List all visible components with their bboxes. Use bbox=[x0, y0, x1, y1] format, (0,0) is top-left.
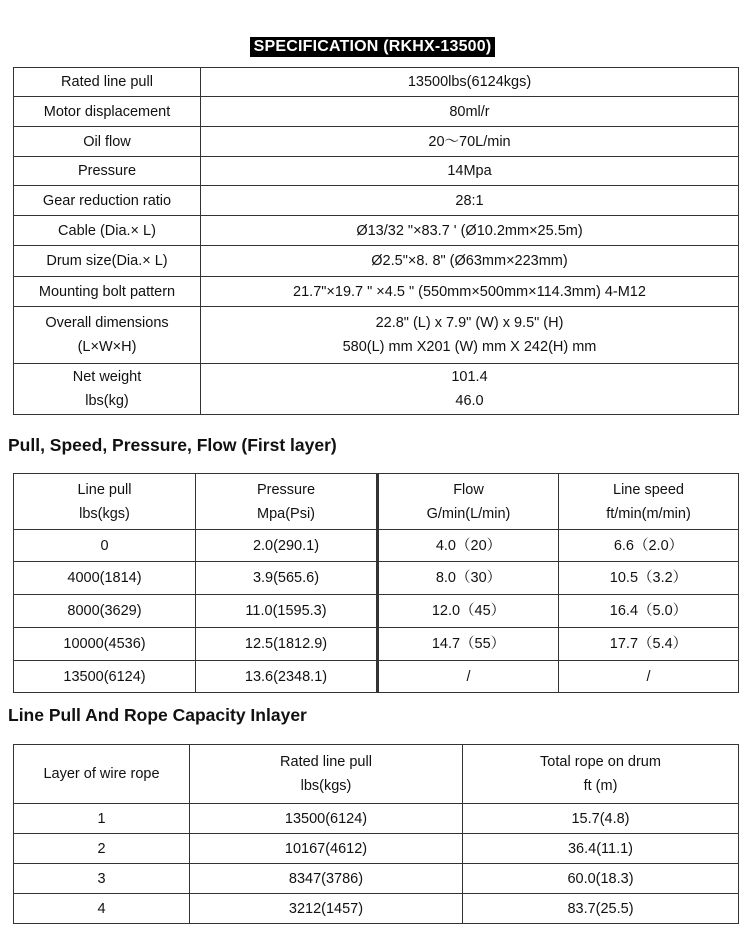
capacity-cell-text: 36.4(11.1) bbox=[567, 840, 634, 857]
table-row bbox=[14, 628, 739, 661]
performance-cell-text: 0 bbox=[100, 537, 109, 554]
performance-cell-text: 10000(4536) bbox=[63, 636, 146, 652]
performance-header-cell-text: Flow bbox=[453, 481, 484, 498]
performance-cell-text: 6.6（2.0） bbox=[613, 537, 684, 554]
table-row bbox=[14, 661, 739, 693]
performance-cell bbox=[196, 628, 378, 661]
performance-cell bbox=[196, 562, 378, 595]
capacity-heading: Line Pull And Rope Capacity Inlayer bbox=[8, 705, 307, 725]
spec-label bbox=[14, 157, 201, 186]
spec-row bbox=[14, 157, 739, 186]
performance-cell bbox=[559, 595, 739, 628]
spec-value bbox=[201, 216, 739, 246]
spec-label-text: Pressure bbox=[77, 163, 137, 179]
performance-cell bbox=[559, 661, 739, 693]
spec-label bbox=[14, 186, 201, 216]
spec-label-text: Gear reduction ratio bbox=[42, 192, 172, 209]
spec-label-text: Overall dimensions bbox=[45, 315, 169, 331]
performance-header-cell-text: lbs(kgs) bbox=[79, 505, 130, 522]
spec-value-text: Ø2.5"×8. 8" (Ø63mm×223mm) bbox=[371, 253, 568, 269]
capacity-header-cell bbox=[14, 745, 190, 804]
performance-cell-text: 4.0（20） bbox=[435, 537, 502, 554]
spec-label bbox=[14, 364, 201, 415]
spec-row bbox=[14, 307, 739, 364]
performance-cell bbox=[378, 661, 559, 693]
capacity-header-cell-text: Rated line pull bbox=[280, 754, 372, 770]
performance-cell bbox=[14, 661, 196, 693]
spec-label-text: Mounting bolt pattern bbox=[38, 283, 176, 300]
performance-cell bbox=[196, 595, 378, 628]
capacity-cell-text: 15.7(4.8) bbox=[571, 810, 630, 827]
capacity-cell bbox=[190, 864, 463, 894]
specification-table bbox=[13, 67, 739, 415]
performance-cell-text: 13.6(2348.1) bbox=[244, 668, 328, 685]
performance-cell-text: 11.0(1595.3) bbox=[245, 603, 327, 619]
performance-header-cell bbox=[378, 474, 559, 530]
performance-cell bbox=[14, 562, 196, 595]
performance-header-cell-text: Mpa(Psi) bbox=[256, 505, 315, 522]
spec-label bbox=[14, 97, 201, 127]
table-row bbox=[14, 562, 739, 595]
spec-value-text: 22.8" (L) x 7.9" (W) x 9.5" (H) bbox=[375, 315, 564, 331]
spec-row bbox=[14, 216, 739, 246]
spec-value bbox=[201, 127, 739, 157]
spec-row bbox=[14, 246, 739, 277]
spec-value bbox=[201, 68, 739, 97]
capacity-header-cell-text: Layer of wire rope bbox=[43, 766, 160, 782]
performance-cell-text: 17.7（5.4） bbox=[609, 636, 688, 652]
performance-heading: Pull, Speed, Pressure, Flow (First layer) bbox=[8, 435, 337, 455]
spec-row bbox=[14, 127, 739, 157]
page-title: SPECIFICATION (RKHX-13500) bbox=[250, 37, 496, 57]
spec-value bbox=[201, 277, 739, 307]
capacity-cell-text: 3 bbox=[97, 870, 106, 887]
capacity-header-cell bbox=[463, 745, 739, 804]
performance-cell-text: 2.0(290.1) bbox=[252, 537, 320, 554]
performance-cell-text: 12.0（45） bbox=[431, 603, 506, 619]
performance-cell bbox=[14, 595, 196, 628]
performance-cell-text: 12.5(1812.9) bbox=[244, 636, 328, 652]
spec-label-text: Drum size(Dia.× L) bbox=[46, 253, 168, 269]
capacity-cell-text: 60.0(18.3) bbox=[567, 870, 634, 887]
performance-header-cell-text: Pressure bbox=[256, 481, 316, 498]
spec-row bbox=[14, 68, 739, 97]
performance-cell-text: 16.4（5.0） bbox=[609, 603, 688, 619]
performance-header-cell bbox=[14, 474, 196, 530]
performance-table bbox=[13, 473, 739, 693]
capacity-table bbox=[13, 744, 739, 924]
spec-label bbox=[14, 277, 201, 307]
spec-value-text: 20～70L/min bbox=[428, 133, 511, 150]
capacity-header-cell-text: ft (m) bbox=[583, 778, 618, 794]
performance-cell bbox=[378, 562, 559, 595]
spec-row bbox=[14, 186, 739, 216]
performance-cell-text: / bbox=[466, 668, 471, 685]
performance-cell-text: 13500(6124) bbox=[63, 668, 146, 685]
spec-value-text: 21.7"×19.7 " ×4.5 " (550mm×500mm×114.3mm) 4-M12 bbox=[293, 283, 646, 300]
spec-label-text: Motor displacement bbox=[43, 103, 171, 120]
capacity-header-cell bbox=[190, 745, 463, 804]
capacity-cell-text: 3212(1457) bbox=[288, 900, 364, 917]
spec-value bbox=[201, 307, 739, 364]
spec-value bbox=[201, 157, 739, 186]
performance-cell bbox=[559, 628, 739, 661]
spec-label bbox=[14, 68, 201, 97]
performance-header-cell bbox=[196, 474, 378, 530]
capacity-header-cell-text: lbs(kgs) bbox=[300, 778, 352, 794]
capacity-header-row bbox=[14, 745, 739, 804]
capacity-cell bbox=[190, 834, 463, 864]
performance-cell-text: 4000(1814) bbox=[67, 570, 142, 586]
capacity-header-cell-text: Total rope on drum bbox=[540, 754, 661, 770]
capacity-cell bbox=[14, 804, 190, 834]
performance-cell bbox=[378, 530, 559, 562]
performance-cell-text: 8000(3629) bbox=[67, 603, 142, 619]
spec-label bbox=[14, 307, 201, 364]
capacity-cell bbox=[14, 834, 190, 864]
spec-value bbox=[201, 186, 739, 216]
capacity-cell bbox=[463, 804, 739, 834]
capacity-cell-text: 8347(3786) bbox=[288, 870, 364, 887]
spec-value bbox=[201, 364, 739, 415]
performance-cell-text: 10.5（3.2） bbox=[609, 570, 688, 586]
table-row bbox=[14, 530, 739, 562]
capacity-cell-text: 1 bbox=[97, 810, 106, 827]
performance-header-cell bbox=[559, 474, 739, 530]
spec-label-text: Net weight bbox=[72, 369, 142, 385]
spec-value-text: 13500lbs(6124kgs) bbox=[407, 74, 532, 90]
performance-header-row bbox=[14, 474, 739, 530]
spec-label-text: Oil flow bbox=[83, 133, 131, 150]
capacity-cell-text: 10167(4612) bbox=[284, 840, 368, 857]
performance-header-cell-text: Line speed bbox=[613, 481, 684, 498]
spec-row bbox=[14, 97, 739, 127]
capacity-cell bbox=[463, 834, 739, 864]
spec-label-text: (L×W×H) bbox=[77, 339, 137, 355]
performance-cell bbox=[196, 661, 378, 693]
capacity-cell bbox=[14, 894, 190, 924]
performance-cell-text: 3.9(565.6) bbox=[252, 570, 320, 586]
performance-cell bbox=[14, 628, 196, 661]
performance-header-cell-text: G/min(L/min) bbox=[426, 505, 511, 522]
performance-cell-text: / bbox=[646, 668, 651, 685]
performance-cell bbox=[196, 530, 378, 562]
performance-cell bbox=[378, 628, 559, 661]
capacity-cell bbox=[190, 894, 463, 924]
spec-label bbox=[14, 127, 201, 157]
table-row bbox=[14, 864, 739, 894]
performance-header-cell-text: ft/min(m/min) bbox=[606, 505, 691, 522]
spec-value-text: 46.0 bbox=[455, 393, 484, 409]
spec-label-text: lbs(kg) bbox=[85, 393, 129, 409]
spec-value bbox=[201, 97, 739, 127]
performance-header-cell-text: Line pull bbox=[77, 481, 132, 498]
performance-cell bbox=[559, 530, 739, 562]
spec-label bbox=[14, 246, 201, 277]
capacity-cell-text: 4 bbox=[97, 900, 106, 917]
spec-row bbox=[14, 364, 739, 415]
capacity-cell bbox=[14, 864, 190, 894]
spec-value-text: 580(L) mm X201 (W) mm X 242(H) mm bbox=[342, 339, 597, 355]
table-row bbox=[14, 804, 739, 834]
spec-label-text: Rated line pull bbox=[61, 74, 153, 90]
performance-cell bbox=[14, 530, 196, 562]
table-row bbox=[14, 834, 739, 864]
spec-label-text: Cable (Dia.× L) bbox=[58, 222, 156, 239]
spec-value bbox=[201, 246, 739, 277]
capacity-cell-text: 13500(6124) bbox=[284, 810, 368, 827]
table-row bbox=[14, 595, 739, 628]
spec-label bbox=[14, 216, 201, 246]
spec-value-text: 28:1 bbox=[455, 192, 484, 209]
table-row bbox=[14, 894, 739, 924]
spec-value-text: Ø13/32 "×83.7 ' (Ø10.2mm×25.5m) bbox=[356, 222, 583, 239]
capacity-cell-text: 2 bbox=[97, 840, 106, 857]
spec-value-text: 14Mpa bbox=[447, 163, 492, 179]
capacity-cell bbox=[190, 804, 463, 834]
performance-cell bbox=[378, 595, 559, 628]
performance-cell-text: 14.7（55） bbox=[431, 636, 506, 652]
capacity-cell-text: 83.7(25.5) bbox=[567, 900, 634, 917]
performance-cell bbox=[559, 562, 739, 595]
spec-row bbox=[14, 277, 739, 307]
spec-value-text: 101.4 bbox=[451, 369, 488, 385]
capacity-cell bbox=[463, 864, 739, 894]
performance-cell-text: 8.0（30） bbox=[435, 570, 502, 586]
capacity-cell bbox=[463, 894, 739, 924]
spec-value-text: 80ml/r bbox=[449, 103, 490, 120]
